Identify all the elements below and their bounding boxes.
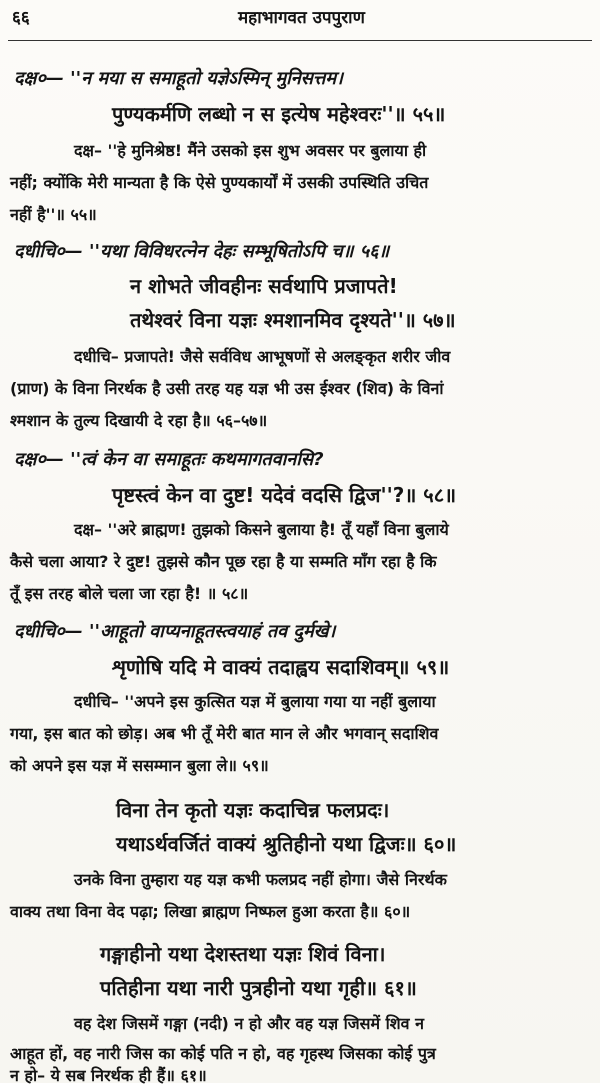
verse-line: पृष्टस्त्वं केन वा दुष्ट! यदेवं वदसि द्विज''?॥ ५८॥ (112, 483, 457, 507)
verse-line: न शोभते जीवहीनः सर्वथापि प्रजापते! (130, 274, 398, 298)
translation-line: दक्ष– ''हे मुनिश्रेष्ठ! मैंने उसको इस शुभ अवसर पर बुलाया ही (74, 141, 427, 160)
verse-line: पतिहीना यथा नारी पुत्रहीनो यथा गृही॥ ६१॥ (100, 976, 417, 1000)
verse-line: पुण्यकर्मणि लब्धो न स इत्येष महेश्वरः''॥ ५५॥ (112, 102, 446, 126)
verse-line: शृणोषि यदि मे वाक्यं तदाह्वय सदाशिवम्॥ ५९॥ (112, 655, 450, 679)
translation-line: वह देश जिसमें गङ्गा (नदी) न हो और वह यज्ञ जिसमें शिव न (74, 1014, 424, 1033)
verse-line: दधीचि०— ''आहूतो वाप्यनाहूतस्त्वयाहं तव दुर्मखे। (14, 621, 336, 642)
translation-line: नहीं है''॥ ५५॥ (10, 205, 97, 224)
translation-line: दक्ष– ''अरे ब्राह्मण! तुझको किसने बुलाया है! तूँ यहाँ विना बुलाये (74, 520, 449, 539)
verse-line: गङ्गाहीनो यथा देशस्तथा यज्ञः शिवं विना। (100, 942, 386, 966)
verse-line: तथेश्वरं विना यज्ञः श्मशानमिव दृश्यते''॥ ५७॥ (130, 308, 456, 332)
running-title: महाभागवत उपपुराण (238, 8, 365, 28)
translation-line: नहीं; क्योंकि मेरी मान्यता है कि ऐसे पुण्यकार्यों में उसकी उपस्थिति उचित (10, 173, 429, 192)
translation-line: दधीचि– ''अपने इस कुत्सित यज्ञ में बुलाया गया या नहीं बुलाया (74, 692, 436, 711)
verse-line: यथाऽर्थवर्जितं वाक्यं श्रुतिहीनो यथा द्विजः॥ ६०॥ (116, 832, 457, 856)
translation-line: न हो– ये सब निरर्थक ही हैं॥ ६१॥ (10, 1066, 207, 1085)
translation-line: वाक्य तथा विना वेद पढ़ा; लिखा ब्राह्मण निष्फल हुआ करता है॥ ६०॥ (10, 902, 411, 921)
translation-line: श्मशान के तुल्य दिखायी दे रहा है॥ ५६–५७॥ (10, 411, 268, 430)
verse-line: दक्ष०— ''न मया स समाहूतो यज्ञेऽस्मिन् मुनिसत्तम। (14, 68, 343, 89)
header-rule (8, 40, 592, 41)
translation-line: (प्राण) के विना निरर्थक है उसी तरह यह यज्ञ भी उस ईश्वर (शिव) के विनां (10, 379, 444, 398)
page-number: ६६ (12, 8, 30, 28)
translation-line: उनके विना तुम्हारा यह यज्ञ कभी फलप्रद नहीं होगा। जैसे निरर्थक (74, 870, 447, 889)
translation-line: दधीचि– प्रजापते! जैसे सर्वविध आभूषणों से अलङ्कृत शरीर जीव (74, 347, 451, 366)
translation-line: कैसे चला आया? रे दुष्ट! तुझसे कौन पूछ रहा है या सम्मति माँग रहा है कि (10, 552, 437, 571)
translation-line: तूँ इस तरह बोले चला जा रहा है! ॥ ५८॥ (10, 584, 249, 603)
translation-line: को अपने इस यज्ञ में ससम्मान बुला ले॥ ५९॥ (10, 756, 269, 775)
translation-line: गया, इस बात को छोड़। अब भी तूँ मेरी बात मान ले और भगवान् सदाशिव (10, 724, 439, 743)
verse-line: विना तेन कृतो यज्ञः कदाचिन्न फलप्रदः। (116, 798, 390, 822)
translation-line: आहूत हों, वह नारी जिस का कोई पति न हो, वह गृहस्थ जिसका कोई पुत्र (10, 1044, 436, 1063)
verse-line: दक्ष०— ''त्वं केन वा समाहूतः कथमागतवानसि? (14, 449, 324, 470)
verse-line: दधीचि०— ''यथा विविधरत्नेन देहः सम्भूषितोऽपि च॥ ५६॥ (14, 241, 390, 262)
